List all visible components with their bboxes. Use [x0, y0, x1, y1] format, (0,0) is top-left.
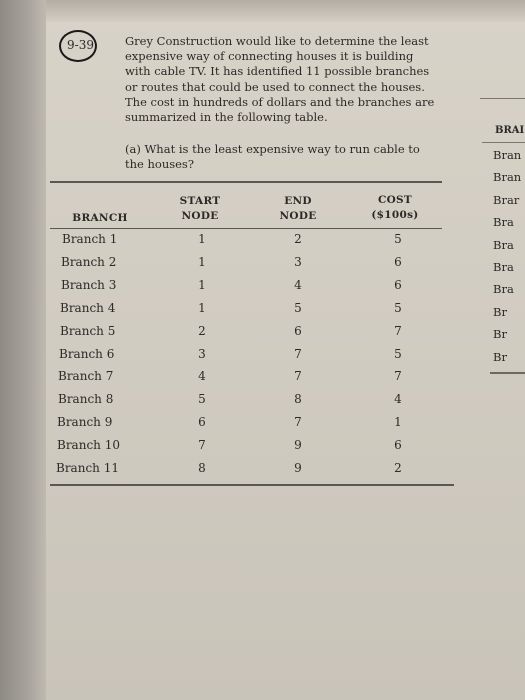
end-node-cell: 5: [294, 301, 302, 315]
side-table-item: Brar: [493, 193, 520, 207]
branch-cell: Branch 5: [60, 324, 116, 338]
table-top-rule: [50, 181, 442, 183]
start-node-cell: 4: [198, 369, 206, 383]
start-node-cell: 6: [198, 415, 206, 429]
end-node-cell: 8: [294, 392, 302, 406]
start-node-cell: 3: [198, 347, 206, 361]
side-table-item: Bra: [493, 215, 514, 229]
end-node-cell: 2: [294, 232, 302, 246]
cost-cell: 5: [394, 232, 402, 246]
header-cost-line1: COST: [377, 194, 413, 206]
side-table-item: Bran: [493, 170, 522, 184]
side-table-item: Bra: [493, 238, 514, 252]
branch-cell: Branch 8: [58, 392, 114, 406]
cost-cell: 1: [394, 415, 402, 429]
end-node-cell: 7: [294, 369, 302, 383]
side-rule: [480, 98, 525, 99]
start-node-cell: 1: [198, 255, 206, 269]
branch-cell: Branch 3: [61, 278, 117, 292]
side-table-header: BRAI: [495, 125, 525, 136]
side-table-item: Br: [493, 305, 507, 319]
cost-cell: 5: [394, 301, 402, 315]
side-table-item: Bra: [493, 282, 514, 296]
problem-number: 9-39: [67, 38, 94, 52]
header-end-line1: END: [284, 195, 312, 207]
side-table-item: Br: [493, 350, 507, 364]
side-table-item: Bran: [493, 148, 522, 162]
side-rule: [482, 142, 525, 143]
branch-cell: Branch 7: [58, 369, 114, 383]
cost-cell: 7: [394, 369, 402, 383]
cost-cell: 2: [394, 461, 402, 475]
end-node-cell: 4: [294, 278, 302, 292]
book-binding-edge: [0, 0, 46, 700]
end-node-cell: 7: [294, 347, 302, 361]
cost-cell: 7: [394, 324, 402, 338]
header-start-line2: NODE: [181, 210, 219, 222]
problem-text: Grey Construction would like to determine the least expensive way of connecting houses it is building with cable TV. It has identified 11 possible branches or routes that could be used to connect the houses. The cost in hundreds of dollars and the branches are summarized in the following table.: [125, 34, 435, 125]
start-node-cell: 2: [198, 324, 206, 338]
cost-cell: 4: [394, 392, 402, 406]
branch-cell: Branch 4: [60, 301, 116, 315]
header-branch: BRANCH: [72, 212, 128, 224]
top-shadow: [46, 0, 525, 22]
branch-cell: Branch 9: [57, 415, 113, 429]
side-rule: [490, 372, 525, 374]
branch-cell: Branch 2: [61, 255, 117, 269]
cost-cell: 6: [394, 438, 402, 452]
end-node-cell: 6: [294, 324, 302, 338]
start-node-cell: 5: [198, 392, 206, 406]
start-node-cell: 7: [198, 438, 206, 452]
end-node-cell: 3: [294, 255, 302, 269]
start-node-cell: 1: [198, 232, 206, 246]
branch-cell: Branch 6: [59, 347, 115, 361]
start-node-cell: 1: [198, 301, 206, 315]
end-node-cell: 9: [294, 461, 302, 475]
header-cost-line2: ($100s): [371, 209, 419, 221]
branch-cell: Branch 1: [62, 232, 118, 246]
end-node-cell: 7: [294, 415, 302, 429]
cost-cell: 6: [394, 255, 402, 269]
question-a: (a) What is the least expensive way to run cable to the houses?: [125, 142, 420, 171]
side-table-item: Bra: [493, 260, 514, 274]
cost-cell: 6: [394, 278, 402, 292]
end-node-cell: 9: [294, 438, 302, 452]
side-table-item: Br: [493, 327, 507, 341]
start-node-cell: 1: [198, 278, 206, 292]
header-end-line2: NODE: [279, 210, 317, 222]
branch-cell: Branch 11: [56, 461, 119, 475]
branch-cell: Branch 10: [57, 438, 120, 452]
table-bottom-rule: [50, 484, 454, 486]
cost-cell: 5: [394, 347, 402, 361]
start-node-cell: 8: [198, 461, 206, 475]
table-header-rule: [50, 228, 442, 229]
header-start-line1: START: [179, 195, 221, 207]
